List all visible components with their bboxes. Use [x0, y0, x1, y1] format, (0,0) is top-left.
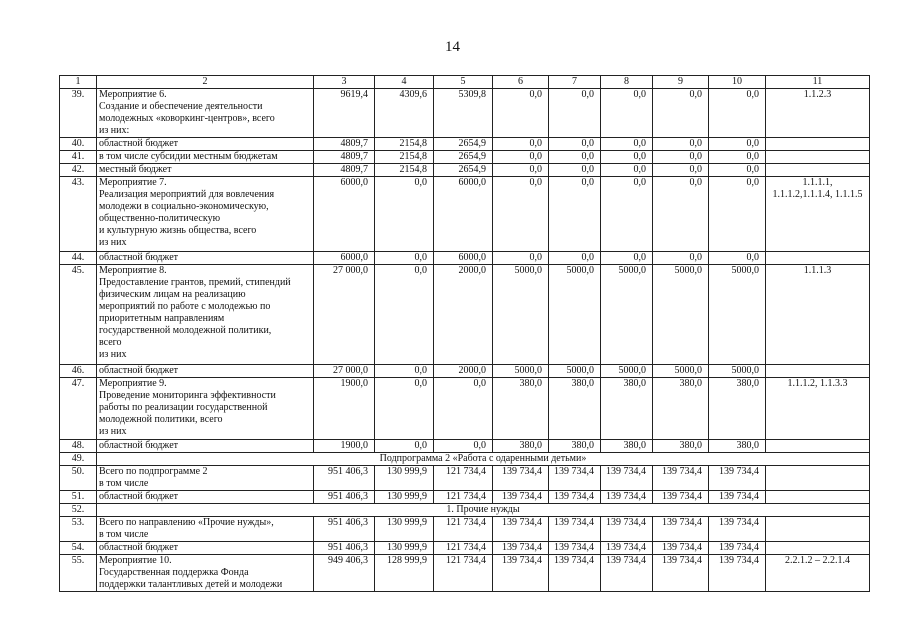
column-header: 6 [493, 76, 549, 89]
table-row [60, 89, 870, 138]
value-cell: 27 000,0 [314, 265, 375, 365]
value-cell: 380,0 [653, 440, 709, 453]
value-cell: 139 734,4 [601, 517, 653, 542]
table-row [60, 491, 870, 504]
value-cell: 139 734,4 [549, 555, 601, 592]
value-cell: 139 734,4 [601, 491, 653, 504]
value-cell: 4309,6 [375, 89, 434, 138]
row-number: 47. [60, 378, 97, 440]
column-header: 3 [314, 76, 375, 89]
value-cell: 0,0 [653, 138, 709, 151]
row-number: 45. [60, 265, 97, 365]
reference-cell [766, 517, 870, 542]
value-cell: 0,0 [709, 151, 766, 164]
value-cell: 0,0 [709, 138, 766, 151]
value-cell: 0,0 [549, 252, 601, 265]
value-cell: 380,0 [493, 378, 549, 440]
table-body [60, 76, 870, 592]
value-cell: 0,0 [709, 164, 766, 177]
row-number: 51. [60, 491, 97, 504]
value-cell: 139 734,4 [549, 466, 601, 491]
value-cell: 4809,7 [314, 138, 375, 151]
value-cell: 9619,4 [314, 89, 375, 138]
row-description: Всего по подпрограмме 2 в том числе [97, 466, 314, 491]
reference-cell: 1.1.1.3 [766, 265, 870, 365]
value-cell: 121 734,4 [434, 491, 493, 504]
table-row [60, 517, 870, 542]
value-cell: 130 999,9 [375, 517, 434, 542]
row-description: областной бюджет [97, 252, 314, 265]
value-cell: 380,0 [709, 440, 766, 453]
value-cell: 6000,0 [434, 252, 493, 265]
value-cell: 139 734,4 [493, 466, 549, 491]
reference-cell [766, 164, 870, 177]
column-header: 7 [549, 76, 601, 89]
value-cell: 0,0 [549, 138, 601, 151]
value-cell: 2000,0 [434, 265, 493, 365]
section-title: Подпрограмма 2 «Работа с одаренными детьми» [97, 453, 870, 466]
row-number: 54. [60, 542, 97, 555]
value-cell: 139 734,4 [493, 555, 549, 592]
value-cell: 139 734,4 [493, 542, 549, 555]
reference-cell [766, 138, 870, 151]
value-cell: 0,0 [601, 138, 653, 151]
value-cell: 2654,9 [434, 138, 493, 151]
column-header: 2 [97, 76, 314, 89]
value-cell: 0,0 [709, 177, 766, 252]
table-row [60, 466, 870, 491]
value-cell: 6000,0 [434, 177, 493, 252]
row-number: 49. [60, 453, 97, 466]
value-cell: 5000,0 [493, 365, 549, 378]
value-cell: 139 734,4 [549, 491, 601, 504]
value-cell: 0,0 [493, 252, 549, 265]
value-cell: 951 406,3 [314, 542, 375, 555]
row-description: областной бюджет [97, 365, 314, 378]
column-header: 9 [653, 76, 709, 89]
value-cell: 139 734,4 [709, 542, 766, 555]
table-row [60, 164, 870, 177]
value-cell: 0,0 [601, 164, 653, 177]
value-cell: 0,0 [493, 151, 549, 164]
value-cell: 380,0 [601, 378, 653, 440]
value-cell: 949 406,3 [314, 555, 375, 592]
value-cell: 380,0 [493, 440, 549, 453]
value-cell: 380,0 [653, 378, 709, 440]
value-cell: 0,0 [653, 89, 709, 138]
value-cell: 139 734,4 [493, 491, 549, 504]
value-cell: 128 999,9 [375, 555, 434, 592]
table-row [60, 138, 870, 151]
value-cell: 2154,8 [375, 164, 434, 177]
value-cell: 139 734,4 [709, 555, 766, 592]
value-cell: 121 734,4 [434, 542, 493, 555]
reference-cell: 1.1.2.3 [766, 89, 870, 138]
table-row [60, 365, 870, 378]
value-cell: 139 734,4 [709, 491, 766, 504]
value-cell: 0,0 [549, 151, 601, 164]
value-cell: 5309,8 [434, 89, 493, 138]
table-row [60, 265, 870, 365]
value-cell: 0,0 [709, 89, 766, 138]
column-header: 1 [60, 76, 97, 89]
value-cell: 121 734,4 [434, 466, 493, 491]
column-header: 11 [766, 76, 870, 89]
value-cell: 0,0 [653, 252, 709, 265]
table-row [60, 252, 870, 265]
reference-cell: 1.1.1.1, 1.1.1.2,1.1.1.4, 1.1.1.5 [766, 177, 870, 252]
value-cell: 0,0 [434, 378, 493, 440]
row-number: 41. [60, 151, 97, 164]
table-row [60, 504, 870, 517]
section-title: 1. Прочие нужды [97, 504, 870, 517]
row-number: 44. [60, 252, 97, 265]
table-header-row [60, 76, 870, 89]
value-cell: 139 734,4 [653, 517, 709, 542]
value-cell: 121 734,4 [434, 517, 493, 542]
value-cell: 130 999,9 [375, 542, 434, 555]
value-cell: 5000,0 [493, 265, 549, 365]
value-cell: 139 734,4 [653, 542, 709, 555]
value-cell: 0,0 [434, 440, 493, 453]
row-description: Всего по направлению «Прочие нужды», в том числе [97, 517, 314, 542]
value-cell: 951 406,3 [314, 491, 375, 504]
value-cell: 130 999,9 [375, 491, 434, 504]
table-row [60, 378, 870, 440]
row-description: Мероприятие 6. Создание и обеспечение деятельности молодежных «коворкинг-центров», всего из них: [97, 89, 314, 138]
value-cell: 0,0 [375, 252, 434, 265]
row-description: Мероприятие 8. Предоставление грантов, премий, стипендий физическим лицам на реализацию мероприятий по работе с молодежью по приоритетным направлениям государственной молодежной политики, всего из них [97, 265, 314, 365]
value-cell: 139 734,4 [601, 555, 653, 592]
reference-cell [766, 151, 870, 164]
row-description: местный бюджет [97, 164, 314, 177]
value-cell: 5000,0 [709, 365, 766, 378]
value-cell: 0,0 [375, 365, 434, 378]
value-cell: 2154,8 [375, 151, 434, 164]
column-header: 5 [434, 76, 493, 89]
value-cell: 27 000,0 [314, 365, 375, 378]
reference-cell [766, 542, 870, 555]
row-description: Мероприятие 9. Проведение мониторинга эффективности работы по реализации государственной молодежной политики, всего из них [97, 378, 314, 440]
page-number: 14 [445, 39, 460, 55]
value-cell: 1900,0 [314, 378, 375, 440]
value-cell: 139 734,4 [709, 517, 766, 542]
value-cell: 380,0 [549, 378, 601, 440]
value-cell: 139 734,4 [493, 517, 549, 542]
value-cell: 5000,0 [549, 265, 601, 365]
value-cell: 951 406,3 [314, 466, 375, 491]
row-number: 43. [60, 177, 97, 252]
reference-cell [766, 466, 870, 491]
value-cell: 0,0 [601, 252, 653, 265]
reference-cell: 2.2.1.2 – 2.2.1.4 [766, 555, 870, 592]
value-cell: 139 734,4 [653, 491, 709, 504]
value-cell: 139 734,4 [653, 555, 709, 592]
value-cell: 139 734,4 [601, 466, 653, 491]
value-cell: 0,0 [601, 151, 653, 164]
table-row [60, 555, 870, 592]
reference-cell [766, 365, 870, 378]
value-cell: 139 734,4 [601, 542, 653, 555]
value-cell: 2154,8 [375, 138, 434, 151]
row-number: 55. [60, 555, 97, 592]
value-cell: 139 734,4 [709, 466, 766, 491]
value-cell: 4809,7 [314, 164, 375, 177]
value-cell: 0,0 [493, 89, 549, 138]
value-cell: 0,0 [653, 151, 709, 164]
value-cell: 0,0 [375, 440, 434, 453]
value-cell: 0,0 [493, 177, 549, 252]
row-number: 53. [60, 517, 97, 542]
row-number: 40. [60, 138, 97, 151]
table-row [60, 440, 870, 453]
value-cell: 4809,7 [314, 151, 375, 164]
reference-cell: 1.1.1.2, 1.1.3.3 [766, 378, 870, 440]
value-cell: 5000,0 [653, 365, 709, 378]
value-cell: 0,0 [375, 378, 434, 440]
value-cell: 5000,0 [601, 365, 653, 378]
value-cell: 0,0 [549, 177, 601, 252]
reference-cell [766, 491, 870, 504]
value-cell: 0,0 [549, 164, 601, 177]
row-number: 50. [60, 466, 97, 491]
value-cell: 5000,0 [653, 265, 709, 365]
value-cell: 2000,0 [434, 365, 493, 378]
reference-cell [766, 252, 870, 265]
value-cell: 1900,0 [314, 440, 375, 453]
value-cell: 2654,9 [434, 164, 493, 177]
row-number: 46. [60, 365, 97, 378]
value-cell: 0,0 [601, 177, 653, 252]
value-cell: 5000,0 [549, 365, 601, 378]
value-cell: 139 734,4 [549, 542, 601, 555]
row-number: 42. [60, 164, 97, 177]
row-number: 39. [60, 89, 97, 138]
column-header: 8 [601, 76, 653, 89]
value-cell: 380,0 [549, 440, 601, 453]
row-description: областной бюджет [97, 491, 314, 504]
row-description: областной бюджет [97, 542, 314, 555]
budget-table [59, 75, 870, 592]
value-cell: 951 406,3 [314, 517, 375, 542]
value-cell: 130 999,9 [375, 466, 434, 491]
table-row [60, 151, 870, 164]
column-header: 10 [709, 76, 766, 89]
value-cell: 139 734,4 [549, 517, 601, 542]
value-cell: 5000,0 [601, 265, 653, 365]
value-cell: 5000,0 [709, 265, 766, 365]
value-cell: 0,0 [601, 89, 653, 138]
value-cell: 0,0 [653, 164, 709, 177]
value-cell: 0,0 [493, 138, 549, 151]
table-row [60, 542, 870, 555]
value-cell: 0,0 [653, 177, 709, 252]
value-cell: 6000,0 [314, 252, 375, 265]
row-description: Мероприятие 7. Реализация мероприятий для вовлечения молодежи в социально-экономическую, общественно-политическую и культурную жизнь общества, всего из них [97, 177, 314, 252]
value-cell: 380,0 [601, 440, 653, 453]
value-cell: 139 734,4 [653, 466, 709, 491]
row-description: в том числе субсидии местным бюджетам [97, 151, 314, 164]
value-cell: 6000,0 [314, 177, 375, 252]
column-header: 4 [375, 76, 434, 89]
row-description: Мероприятие 10. Государственная поддержка Фонда поддержки талантливых детей и молодежи [97, 555, 314, 592]
row-description: областной бюджет [97, 440, 314, 453]
value-cell: 0,0 [375, 177, 434, 252]
value-cell: 380,0 [709, 378, 766, 440]
row-number: 48. [60, 440, 97, 453]
table-row [60, 177, 870, 252]
value-cell: 121 734,4 [434, 555, 493, 592]
row-description: областной бюджет [97, 138, 314, 151]
row-number: 52. [60, 504, 97, 517]
value-cell: 0,0 [549, 89, 601, 138]
value-cell: 0,0 [375, 265, 434, 365]
value-cell: 0,0 [709, 252, 766, 265]
reference-cell [766, 440, 870, 453]
value-cell: 0,0 [493, 164, 549, 177]
table-row [60, 453, 870, 466]
value-cell: 2654,9 [434, 151, 493, 164]
